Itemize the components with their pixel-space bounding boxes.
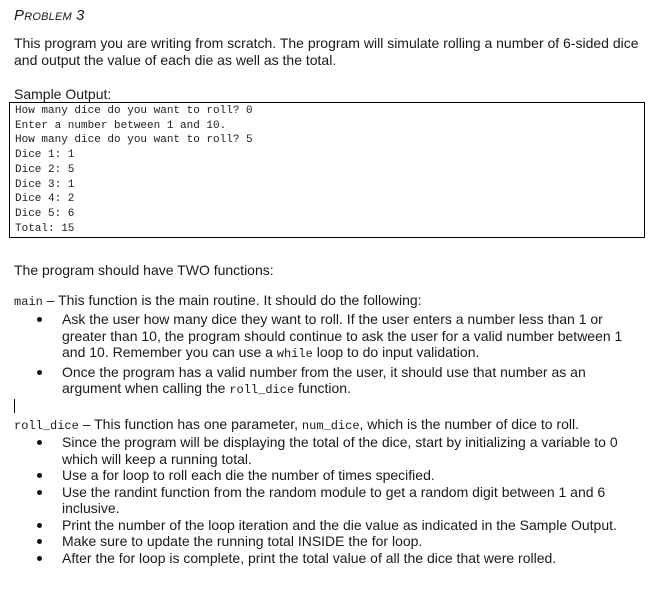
inline-code: roll_dice [229, 383, 295, 397]
list-item [0, 517, 648, 534]
roll-dice-desc: – This function has one parameter, [78, 416, 302, 432]
bullet-text: Use a for loop to roll each die the number of times specified. [62, 467, 435, 483]
sample-output-box [9, 102, 645, 238]
list-item [0, 550, 648, 567]
main-function-name: main [14, 295, 43, 309]
two-functions-statement: The program should have TWO functions: [14, 262, 274, 278]
bullet-dot [37, 473, 42, 478]
list-item [0, 311, 648, 363]
sample-output-line: How many dice do you want to roll? 0 [15, 105, 253, 117]
sample-output-label: Sample Output: [14, 86, 112, 102]
bullet-text: Ask the user how many dice they want to roll. If the user enters a number less than 1 or greater than 10, the program should continue to ask the user for a valid number between 1 and 10. Remember you can use a [62, 311, 623, 360]
intro-paragraph: This program you are writing from scratch. The program will simulate rolling a number of 6-sided dice and output the value of each die as well as the total. [14, 35, 639, 68]
bullet-text: Since the program will be displaying the total of the dice, start by initializing a variable to 0 which will keep a running total. [62, 434, 618, 467]
bullet-dot [37, 317, 42, 322]
sample-output-line: How many dice do you want to roll? 5 [15, 134, 253, 147]
bullet-dot [37, 490, 42, 495]
list-item [0, 434, 648, 467]
list-item [0, 467, 648, 484]
heading-initial: P [14, 7, 25, 24]
main-function-heading [14, 292, 422, 311]
bullet-dot [37, 523, 42, 528]
roll-dice-desc: , which is the number of dice to roll. [359, 416, 579, 432]
bullet-dot [37, 539, 42, 544]
bullet-dot [37, 556, 42, 561]
bullet-text: loop to do input validation. [312, 344, 480, 360]
inline-code: while [276, 347, 313, 361]
bullet-text: Make sure to update the running total INSIDE the for loop. [62, 533, 423, 549]
bullet-dot [37, 370, 42, 375]
text-cursor [14, 399, 15, 413]
sample-output-line: Total: 15 [15, 222, 75, 235]
sample-output-line: Dice 2: 5 [15, 163, 75, 176]
sample-output-line: Dice 3: 1 [15, 178, 75, 191]
heading-rest: ROBLEM [24, 11, 72, 23]
bullet-text: Use the randint function from the random module to get a random digit between 1 and 6 inclusive. [62, 483, 606, 516]
sample-output-line: Dice 1: 1 [15, 149, 75, 162]
sample-output-line: Dice 5: 6 [15, 207, 75, 220]
list-item [0, 484, 648, 517]
list-item [0, 364, 648, 399]
heading-number: 3 [75, 7, 85, 24]
roll-dice-param: num_dice [301, 419, 360, 433]
bullet-text: After the for loop is complete, print the total value of all the dice that were rolled. [62, 549, 557, 566]
roll-dice-function-heading [14, 416, 579, 435]
sample-output-line: Enter a number between 1 and 10. [15, 119, 227, 132]
bullet-text: function. [294, 380, 351, 396]
sample-output-line: Dice 4: 2 [15, 193, 75, 206]
roll-dice-function-name: roll_dice [14, 419, 79, 433]
main-function-bullets [0, 311, 648, 399]
list-item [0, 533, 648, 550]
problem-heading [14, 7, 85, 24]
bullet-text: Once the program has a valid number from the user, it should use that number as an argument when calling the [62, 363, 586, 396]
bullet-text: Print the number of the loop iteration and the die value as indicated in the Sample Output. [62, 516, 617, 533]
roll-dice-bullets [0, 434, 648, 566]
bullet-dot [37, 440, 42, 445]
main-function-desc: – This function is the main routine. It should do the following: [42, 292, 422, 308]
